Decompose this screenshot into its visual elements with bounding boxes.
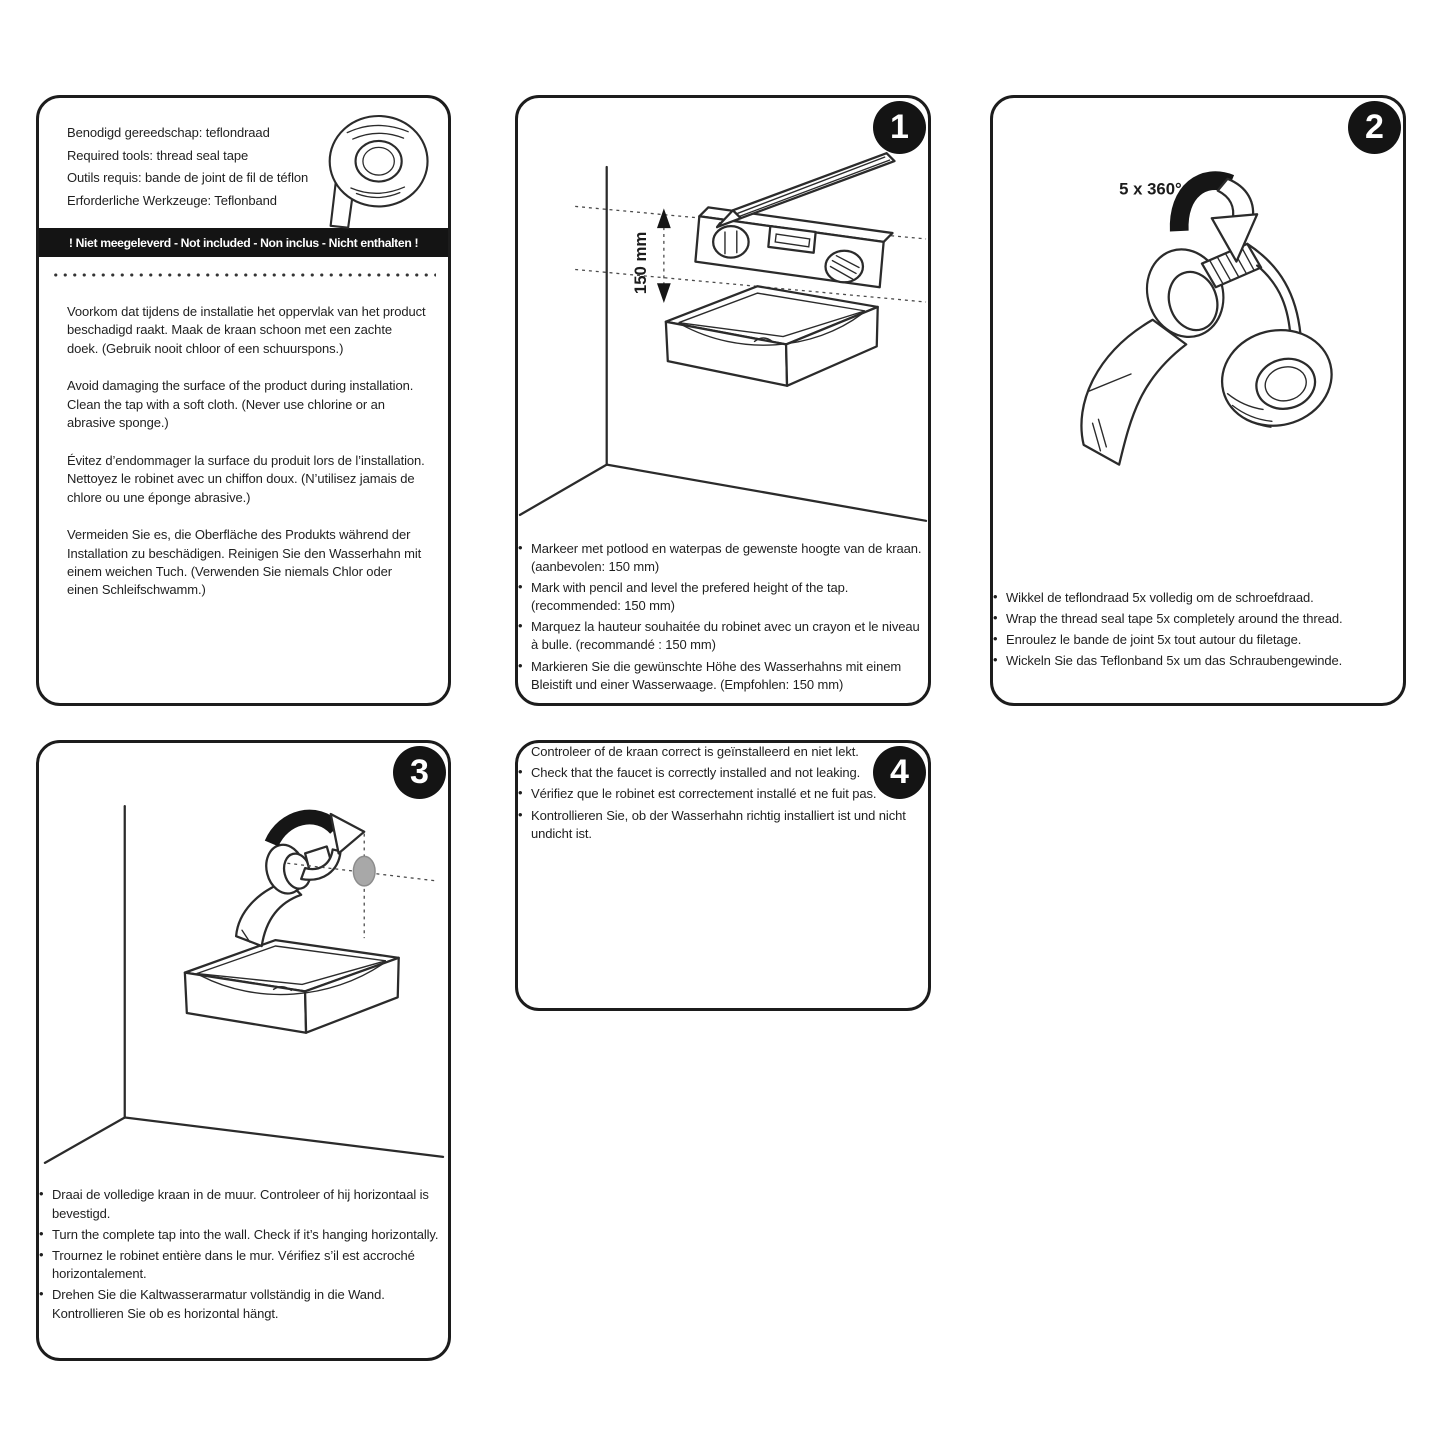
care-paragraph-fr: Évitez d’endommager la surface du produit lors de l’installation. Nettoyez le robinet avec un chiffon doux. (N’utilisez jamais de chlore ou une éponge abrasive.) — [67, 452, 425, 505]
rotation-label: 5 x 360° — [1119, 179, 1182, 199]
pencil — [717, 153, 894, 227]
dimension-150mm — [631, 208, 671, 303]
not-included-banner: ! Niet meegeleverd - Not included - Non inclus - Nicht enthalten ! — [39, 228, 448, 257]
required-tools-panel — [36, 95, 451, 706]
step-4-bullet-en: • Check that the faucet is correctly installed and not leaking. — [518, 764, 928, 782]
wall-mark-crosshair — [287, 834, 437, 938]
step-1-badge: 1 — [873, 101, 926, 154]
step-3-bullet-nl: • Draai de volledige kraan in de muur. Controleer of hij horizontaal is bevestigd. — [39, 1186, 448, 1222]
care-paragraph-nl: Voorkom dat tijdens de installatie het oppervlak van het product beschadigd raakt. Maak de kraan schoon met een zachte doek. (Gebruik nooit chloor of een schuurspons.) — [67, 304, 426, 356]
step-1-instructions — [518, 540, 928, 695]
step-2-bullet-fr: • Enroulez le bande de joint 5x tout autour du filetage. — [993, 631, 1403, 649]
tools-line-de: Erforderliche Werkzeuge: Teflonband — [67, 192, 277, 208]
care-instructions — [39, 277, 448, 600]
step-1-bullet-fr: • Marquez la hauteur souhaitée du robinet avec un crayon et le niveau à bulle. (recommandé : 150 mm) — [518, 618, 928, 654]
care-paragraph-en: Avoid damaging the surface of the product during installation. Clean the tap with a soft cloth. (Never use chlorine or an abrasive sponge.) — [67, 378, 414, 431]
step-3-instructions — [39, 1186, 448, 1322]
tools-line-nl: Benodigd gereedschap: teflondraad — [67, 125, 270, 140]
step-4-panel — [515, 740, 931, 1011]
step-1-illustration — [518, 98, 928, 540]
step-1-panel — [515, 95, 931, 706]
step-4-bullet-de: • Kontrollieren Sie, ob der Wasserhahn richtig installiert ist und nicht undicht ist. — [518, 807, 928, 843]
thread-seal-tape-icon — [314, 106, 434, 234]
step-1-bullet-de: • Markieren Sie die gewünschte Höhe des Wasserhahns mit einem Bleistift und einer Wasserwaage. (Empfohlen: 150 mm) — [518, 658, 928, 694]
care-paragraph-de: Vermeiden Sie es, die Oberfläche des Produkts während der Installation zu beschädigen. Reinigen Sie den Wasserhahn mit einem weichen Tuch. (Verwenden Sie niemals Chlor oder einen Schleifschwamm.) — [67, 527, 422, 598]
step-3-bullet-en: • Turn the complete tap into the wall. Check if it’s hanging horizontally. — [39, 1226, 448, 1244]
step-2-illustration — [993, 98, 1403, 589]
step-2-bullet-nl: • Wikkel de teflondraad 5x volledig om de schroefdraad. — [993, 589, 1403, 607]
mark-dot — [353, 856, 375, 886]
step-4-badge: 4 — [873, 746, 926, 799]
step-3-bullet-de: • Drehen Sie die Kaltwasserarmatur vollständig in die Wand. Kontrollieren Sie ob es horizontal hängt. — [39, 1286, 448, 1322]
step-3-illustration — [39, 743, 448, 1186]
step-1-bullet-en: • Mark with pencil and level the prefered height of the tap. (recommended: 150 mm) — [518, 579, 928, 615]
step-2-bullet-de: • Wickeln Sie das Teflonband 5x um das Schraubengewinde. — [993, 652, 1403, 670]
step-4-bullet-fr: • Vérifiez que le robinet est correctement installé et ne fuit pas. — [518, 785, 928, 803]
step-2-bullet-en: • Wrap the thread seal tape 5x completely around the thread. — [993, 610, 1403, 628]
step-3-panel — [36, 740, 451, 1361]
tools-line-fr: Outils requis: bande de joint de fil de téflon — [67, 170, 309, 186]
step-4-instructions — [518, 743, 928, 843]
sink — [185, 940, 399, 1033]
step-3-bullet-fr: • Trournez le robinet entière dans le mur. Vérifiez s’il est accroché horizontalement. — [39, 1247, 448, 1283]
faucet-spout — [1081, 320, 1186, 465]
step-2-panel — [990, 95, 1406, 706]
step-2-badge: 2 — [1348, 101, 1401, 154]
step-3-badge: 3 — [393, 746, 446, 799]
faucet — [236, 841, 333, 946]
step-4-bullet-nl: • Controleer of de kraan correct is geïnstalleerd en niet lekt. — [518, 743, 928, 761]
tools-line-en: Required tools: thread seal tape — [67, 147, 249, 163]
sink — [666, 286, 878, 386]
tools-header — [39, 98, 448, 224]
step-1-bullet-nl: • Markeer met potlood en waterpas de gewenste hoogte van de kraan. (aanbevolen: 150 mm) — [518, 540, 928, 576]
dimension-label: 150 mm — [631, 231, 651, 295]
step-2-instructions — [993, 589, 1403, 671]
